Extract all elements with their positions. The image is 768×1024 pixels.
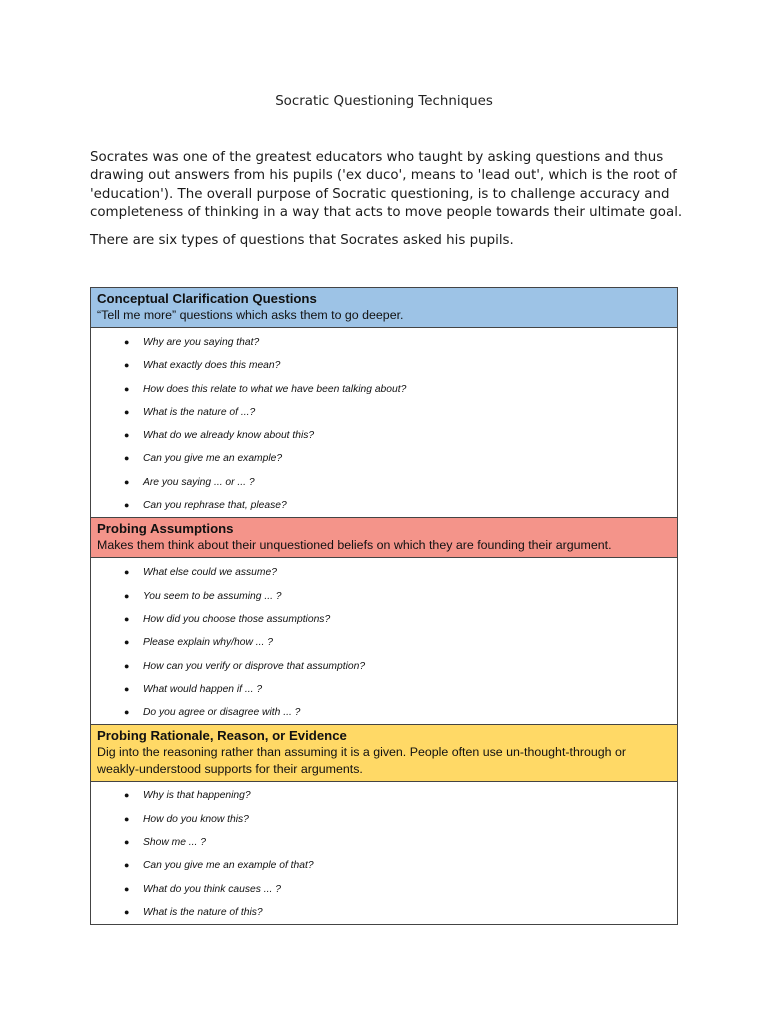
bullet-icon: ●	[124, 860, 130, 871]
bullet-icon: ●	[124, 406, 130, 417]
bullet-icon: ●	[124, 683, 130, 694]
section-description: Makes them think about their unquestioned beliefs on which they are founding their argument.	[97, 538, 612, 553]
bullet-icon: ●	[124, 500, 130, 511]
section-header-clarification	[91, 288, 677, 328]
list-item: ● How does this relate to what we have been talking about?	[91, 378, 677, 401]
bullet-icon: ●	[124, 660, 130, 671]
list-item: ● How did you choose those assumptions?	[91, 608, 677, 631]
list-item: ● How can you verify or disprove that assumption?	[91, 655, 677, 678]
section-description: “Tell me more” questions which asks them to go deeper.	[97, 308, 404, 322]
intro-paragraph: Socrates was one of the greatest educators who taught by asking questions and thus drawing out answers from his pupils ('ex duco', means to 'lead out', which is the root of 'education'). The overall purpose of Socratic questioning, is to challenge accuracy and completeness of thinking in a way that acts to move people towards their ultimate goal.	[90, 150, 683, 221]
section-header-assumptions	[91, 517, 677, 558]
list-item: ● What would happen if ... ?	[91, 678, 677, 701]
bullet-icon: ●	[124, 453, 130, 464]
bullet-icon: ●	[124, 813, 130, 824]
list-item: ● What do you think causes ... ?	[91, 878, 677, 901]
list-item: ● How do you know this?	[91, 808, 677, 831]
list-item: ● Please explain why/how ... ?	[91, 631, 677, 654]
bullet-icon: ●	[124, 567, 130, 578]
list-item: ● You seem to be assuming ... ?	[91, 585, 677, 608]
question-list-clarification	[91, 328, 677, 517]
list-item: ● Can you rephrase that, please?	[91, 494, 677, 517]
list-item: ● Show me ... ?	[91, 831, 677, 854]
page-title: Socratic Questioning Techniques	[275, 94, 493, 109]
bullet-icon: ●	[124, 360, 130, 371]
bullet-icon: ●	[124, 337, 130, 347]
section-description: Dig into the reasoning rather than assuming it is a given. People often use un-thought-through or weakly-understood supports for their arguments.	[97, 745, 626, 777]
intro-paragraph-2: There are six types of questions that Socrates asked his pupils.	[90, 233, 514, 248]
section-title: Probing Assumptions	[97, 521, 234, 537]
list-item: ● Are you saying ... or ... ?	[91, 471, 677, 494]
section-title: Conceptual Clarification Questions	[97, 291, 317, 306]
list-item: ● What is the nature of this?	[91, 901, 677, 924]
section-header-rationale	[91, 724, 677, 782]
section-title: Probing Rationale, Reason, or Evidence	[97, 728, 347, 744]
list-item: ● Do you agree or disagree with ... ?	[91, 701, 677, 724]
list-item: ● What exactly does this mean?	[91, 354, 677, 377]
list-item: ● Why are you saying that?	[91, 331, 677, 354]
question-list-assumptions	[91, 558, 677, 724]
bullet-icon: ●	[124, 430, 130, 441]
bullet-icon: ●	[124, 837, 130, 848]
bullet-icon: ●	[124, 883, 130, 894]
list-item: ● Can you give me an example of that?	[91, 854, 677, 877]
bullet-icon: ●	[124, 383, 130, 394]
list-item: ● What is the nature of ...?	[91, 401, 677, 424]
bullet-icon: ●	[124, 476, 130, 487]
bullet-icon: ●	[124, 613, 130, 624]
bullet-icon: ●	[124, 707, 130, 718]
list-item: ● Can you give me an example?	[91, 447, 677, 470]
bullet-icon: ●	[124, 637, 130, 648]
list-item: ● What else could we assume?	[91, 561, 677, 584]
bullet-icon: ●	[124, 590, 130, 601]
bullet-icon: ●	[124, 906, 130, 917]
questions-table	[90, 287, 678, 925]
bullet-icon: ●	[124, 790, 130, 801]
list-item: ● What do we already know about this?	[91, 424, 677, 447]
list-item: ● Why is that happening?	[91, 784, 677, 807]
question-list-rationale	[91, 782, 677, 924]
